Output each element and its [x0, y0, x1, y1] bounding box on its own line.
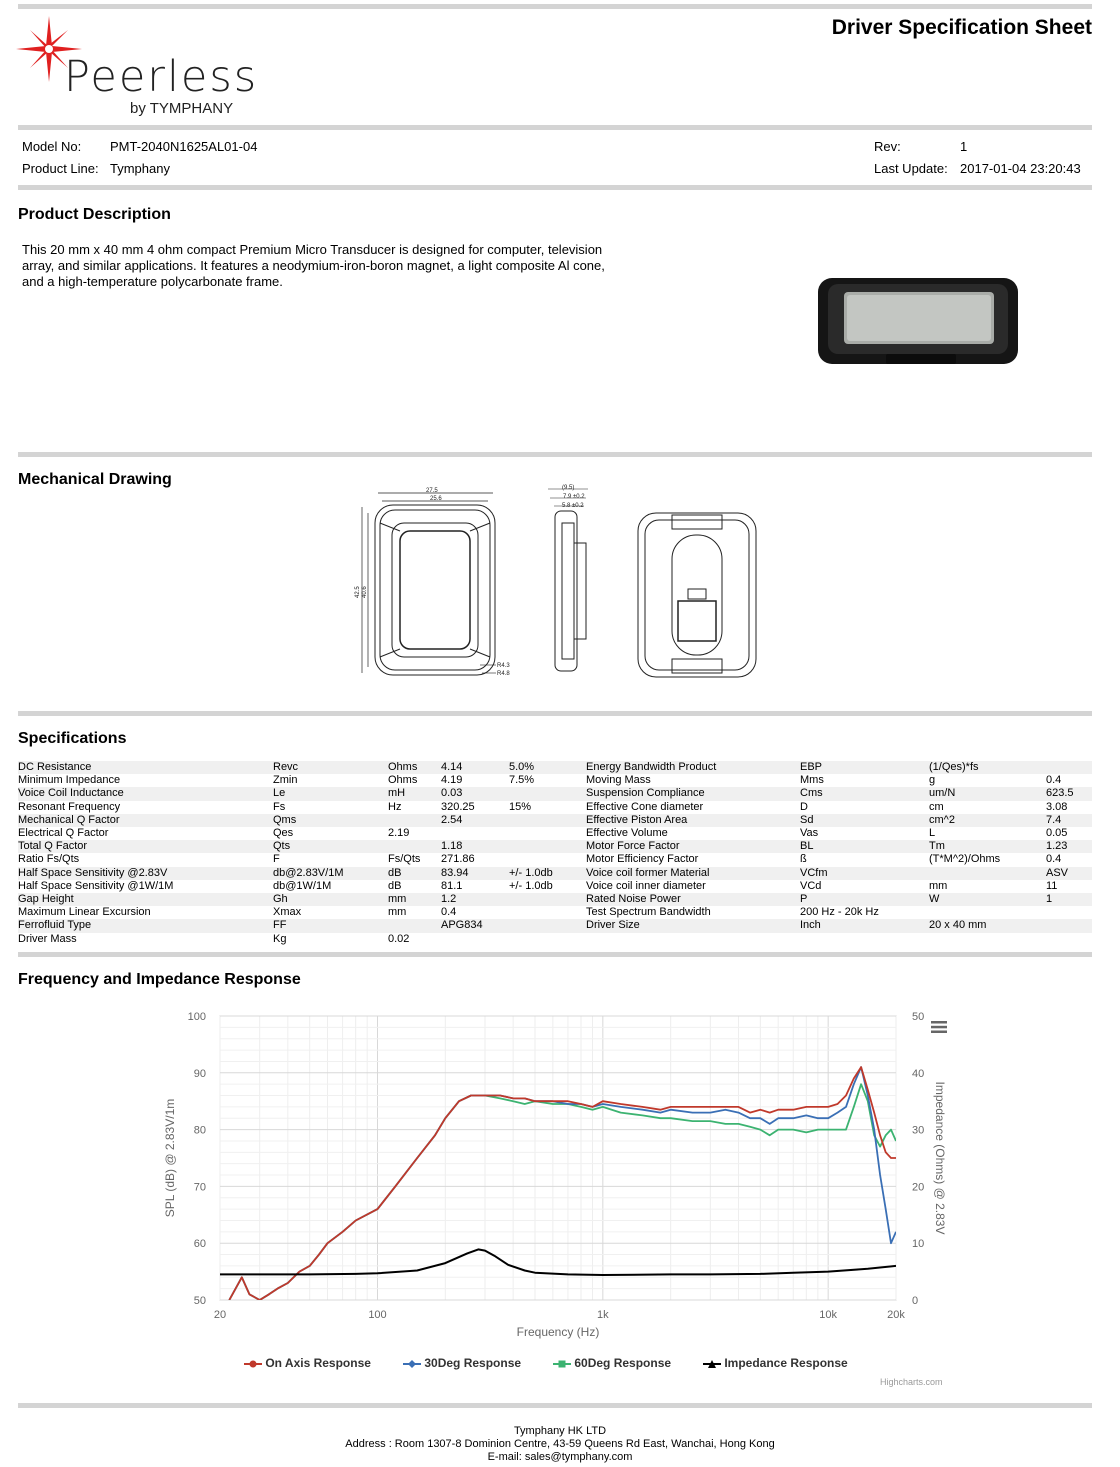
y2-axis-title: Impedance (Ohms) @ 2.83V: [933, 1081, 947, 1235]
spec-symbol2: Mms: [800, 774, 824, 787]
dim-radius-outer: R4.8: [497, 671, 510, 677]
spec-symbol2: D: [800, 800, 808, 813]
spec-symbol: Le: [273, 787, 286, 800]
x-tick-label: 1k: [597, 1309, 609, 1321]
spec-symbol: Fs: [273, 800, 286, 813]
spec-row: [18, 893, 1092, 906]
spec-value2: 3.08: [1046, 800, 1068, 813]
spec-row: [18, 774, 1092, 787]
spec-symbol: Qts: [273, 840, 291, 853]
spec-unit: dB: [388, 879, 402, 892]
dim-width-inner: 25.6: [430, 496, 442, 502]
spec-row: [18, 906, 1092, 919]
spec-symbol: Qms: [273, 813, 297, 826]
y2-tick-label: 10: [912, 1238, 925, 1251]
spec-symbol: Zmin: [273, 774, 298, 787]
footer-email: E-mail: sales@tymphany.com: [487, 1451, 633, 1463]
response-title: Frequency and Impedance Response: [18, 971, 301, 988]
spec-value: 4.19: [441, 774, 463, 787]
spec-value: 0.4: [441, 906, 457, 919]
spec-symbol: db@1W/1M: [273, 879, 332, 892]
spec-value2: 1: [1046, 893, 1053, 905]
legend-on-axis-label: On Axis Response: [265, 1356, 371, 1370]
legend-30deg-label: 30Deg Response: [424, 1356, 522, 1370]
legend-impedance[interactable]: [703, 1356, 848, 1370]
spec-param2: Effective Volume: [586, 827, 668, 839]
spec-unit: 0.02: [388, 932, 410, 945]
spec-row: [18, 919, 1092, 932]
spec-row: [18, 840, 1092, 853]
spec-param2: Effective Piston Area: [586, 813, 688, 826]
y-tick-label: 50: [193, 1295, 206, 1307]
spec-unit: dB: [388, 866, 402, 879]
plot-area: [220, 1016, 896, 1300]
y2-tick-label: 30: [912, 1124, 925, 1137]
spec-param2: Motor Force Factor: [586, 840, 680, 853]
spec-symbol2: VCfm: [800, 866, 828, 879]
dim-depth-magnet: 5.8 ±0.2: [562, 503, 584, 509]
spec-unit2: mm: [929, 879, 948, 892]
y2-tick-label: 50: [912, 1011, 925, 1023]
spec-unit: Fs/Qts: [388, 853, 421, 866]
dim-height-outer: 42.5: [355, 586, 361, 598]
last-update-label: Last Update:: [874, 161, 948, 176]
y-axis-title: SPL (dB) @ 2.83V/1m: [163, 1098, 177, 1218]
spec-tolerance: 5.0%: [509, 761, 535, 773]
legend-60deg[interactable]: [553, 1356, 671, 1370]
spec-value2: 623.5: [1046, 787, 1074, 800]
spec-symbol2: EBP: [800, 761, 823, 773]
spec-value2: 0.05: [1046, 827, 1068, 839]
y-tick-label: 80: [193, 1124, 206, 1137]
legend-impedance-label: Impedance Response: [724, 1356, 848, 1370]
mechanical-drawing-title: Mechanical Drawing: [18, 471, 172, 488]
spec-value: 1.18: [441, 840, 463, 853]
specifications-title: Specifications: [18, 730, 127, 747]
spec-param: Minimum Impedance: [18, 774, 121, 787]
spec-row: [18, 761, 1092, 774]
spec-param2: Suspension Compliance: [586, 787, 705, 800]
spec-symbol: F: [273, 853, 280, 866]
highcharts-credit[interactable]: Highcharts.com: [880, 1377, 943, 1387]
spec-param2: Driver Size: [586, 919, 640, 932]
spec-value2: 0.4: [1046, 774, 1062, 787]
spec-value: 81.1: [441, 879, 463, 892]
spec-unit2: W: [929, 893, 940, 905]
spec-param2: Motor Efficiency Factor: [586, 853, 699, 866]
model-label: Model No:: [22, 139, 82, 154]
spec-param: Ratio Fs/Qts: [18, 853, 80, 866]
spec-symbol: Kg: [273, 932, 287, 945]
spec-tolerance: +/- 1.0db: [509, 879, 553, 892]
header-rule: [18, 125, 1092, 130]
spec-param: Mechanical Q Factor: [18, 813, 120, 826]
spec-value: 2.54: [441, 813, 463, 826]
spec-value: APG834: [441, 919, 483, 932]
product-description-text: This 20 mm x 40 mm 4 ohm compact Premium Micro Transducer is designed for computer, television array, and similar applications. It features a neodymium-iron-boron magnet, a light composite Al cone, and a high-temperature polycarbonate frame.: [22, 242, 605, 289]
dim-depth-frame: 7.9 ±0.2: [563, 494, 585, 500]
spec-symbol2: Inch: [800, 919, 821, 932]
y-tick-label: 60: [193, 1238, 206, 1251]
spec-value: 83.94: [441, 866, 469, 879]
spec-tolerance: +/- 1.0db: [509, 866, 553, 879]
spec-unit2: cm^2: [929, 813, 955, 826]
x-tick-label: 20k: [887, 1309, 905, 1321]
spec-unit: Ohms: [388, 774, 418, 787]
spec-unit2: (T*M^2)/Ohms: [929, 853, 1001, 866]
spec-unit: Hz: [388, 800, 402, 813]
model-value: PMT-2040N1625AL01-04: [110, 139, 258, 154]
spec-param: Driver Mass: [18, 932, 77, 945]
spec-value: 1.2: [441, 893, 457, 905]
spec-symbol2: Vas: [800, 827, 819, 839]
rev-label: Rev:: [874, 139, 901, 154]
spec-unit2: (1/Qes)*fs: [929, 761, 979, 773]
spec-param: Voice Coil Inductance: [18, 787, 124, 800]
spec-param2: Moving Mass: [586, 774, 651, 787]
brand-logo-word: Peerless: [64, 52, 259, 102]
spec-param: DC Resistance: [18, 761, 92, 773]
legend-on-axis[interactable]: [244, 1356, 371, 1370]
spec-param: Gap Height: [18, 893, 74, 905]
spec-param2: Rated Noise Power: [586, 893, 681, 905]
y2-tick-label: 20: [912, 1181, 925, 1194]
spec-value: 4.14: [441, 761, 463, 773]
spec-value2: 1.23: [1046, 840, 1068, 853]
legend-60deg-label: 60Deg Response: [574, 1356, 672, 1370]
product-description-title: Product Description: [18, 206, 171, 223]
spec-row: [18, 867, 1092, 880]
spec-symbol: Gh: [273, 893, 288, 905]
product-line-value: Tymphany: [110, 161, 170, 176]
product-line-label: Product Line:: [22, 161, 99, 176]
x-tick-label: 20: [213, 1309, 227, 1321]
spec-symbol2: 200 Hz - 20k Hz: [800, 906, 879, 919]
legend-30deg[interactable]: [403, 1356, 521, 1370]
spec-param: Ferrofluid Type: [18, 919, 92, 932]
footer-address: Address : Room 1307-8 Dominion Centre, 43-59 Queens Rd East, Wanchai, Hong Kong: [345, 1438, 775, 1450]
chart-menu-icon[interactable]: [930, 1020, 948, 1034]
footer-company: Tymphany HK LTD: [513, 1425, 607, 1437]
dim-radius-inner: R4.3: [497, 663, 510, 669]
spec-symbol: FF: [273, 919, 287, 932]
spec-symbol: Revc: [273, 761, 299, 773]
spec-unit: Ohms: [388, 761, 418, 773]
spec-param2: Effective Cone diameter: [586, 800, 704, 813]
spec-unit2: 20 x 40 mm: [929, 919, 987, 932]
spec-symbol: Qes: [273, 827, 294, 839]
spec-value2: 7.4: [1046, 813, 1062, 826]
x-tick-label: 10k: [819, 1309, 838, 1321]
spec-value2: ASV: [1046, 866, 1069, 879]
spec-tolerance: 7.5%: [509, 774, 535, 787]
spec-unit: 2.19: [388, 827, 410, 839]
spec-unit2: L: [929, 827, 936, 839]
description-rule: [18, 452, 1092, 457]
mechanical-drawing: [350, 483, 770, 683]
spec-param2: Voice coil inner diameter: [586, 879, 706, 892]
spec-unit2: g: [929, 774, 936, 787]
spec-param: Half Space Sensitivity @1W/1M: [18, 879, 174, 892]
spec-symbol: Xmax: [273, 906, 302, 919]
spec-unit2: um/N: [929, 787, 956, 800]
spec-param: Maximum Linear Excursion: [18, 906, 151, 919]
spec-row: [18, 933, 1092, 946]
spec-param: Resonant Frequency: [18, 800, 121, 813]
top-rule: [18, 4, 1092, 9]
spec-symbol2: ß: [800, 853, 807, 866]
x-tick-label: 100: [368, 1309, 387, 1321]
dim-depth-total: (9.5): [562, 485, 575, 491]
response-chart: [0, 1000, 1120, 1400]
spec-param: Total Q Factor: [18, 840, 88, 853]
y-tick-label: 100: [187, 1011, 206, 1023]
meta-rule: [18, 185, 1092, 190]
spec-unit: mm: [388, 906, 407, 919]
spec-value2: 11: [1046, 879, 1058, 892]
rev-value: 1: [960, 139, 968, 154]
drawing-rule: [18, 711, 1092, 716]
spec-tolerance: 15%: [509, 800, 532, 813]
spec-value: 271.86: [441, 853, 475, 866]
x-axis-title: Frequency (Hz): [516, 1325, 600, 1339]
y2-tick-label: 0: [912, 1295, 919, 1307]
dim-height-inner: 40.6: [362, 586, 368, 598]
chart-rule: [18, 1403, 1092, 1408]
spec-row: [18, 827, 1092, 840]
spec-value: 0.03: [441, 787, 463, 800]
spec-symbol2: Sd: [800, 813, 814, 826]
spec-symbol2: BL: [800, 840, 814, 853]
spec-unit: mm: [388, 893, 407, 905]
specs-rule: [18, 952, 1092, 957]
y-tick-label: 70: [193, 1181, 206, 1194]
sheet-title: Driver Specification Sheet: [831, 16, 1092, 39]
y2-tick-label: 40: [912, 1067, 925, 1080]
spec-param: Electrical Q Factor: [18, 827, 109, 839]
spec-symbol2: P: [800, 893, 808, 905]
spec-param2: Test Spectrum Bandwidth: [586, 906, 711, 919]
dim-width-outer: 27.5: [426, 488, 438, 494]
spec-unit: mH: [388, 787, 406, 800]
spec-value: 320.25: [441, 800, 475, 813]
spec-param2: Voice coil former Material: [586, 866, 710, 879]
spec-value2: 0.4: [1046, 853, 1062, 866]
spec-unit2: cm: [929, 800, 944, 813]
spec-symbol: db@2.83V/1M: [273, 866, 344, 879]
y-tick-label: 90: [193, 1067, 206, 1080]
spec-row: [18, 801, 1092, 814]
spec-row: [18, 880, 1092, 893]
spec-row: [18, 814, 1092, 827]
last-update-value: 2017-01-04 23:20:43: [960, 161, 1081, 176]
spec-symbol2: Cms: [800, 787, 823, 800]
spec-param: Half Space Sensitivity @2.83V: [18, 866, 168, 879]
spec-symbol2: VCd: [800, 879, 822, 892]
product-photo: [814, 272, 1024, 368]
spec-row: [18, 787, 1092, 800]
brand-logo-subline: by TYMPHANY: [130, 100, 234, 117]
spec-param2: Energy Bandwidth Product: [586, 761, 717, 773]
spec-row: [18, 853, 1092, 866]
spec-unit2: Tm: [929, 840, 945, 853]
